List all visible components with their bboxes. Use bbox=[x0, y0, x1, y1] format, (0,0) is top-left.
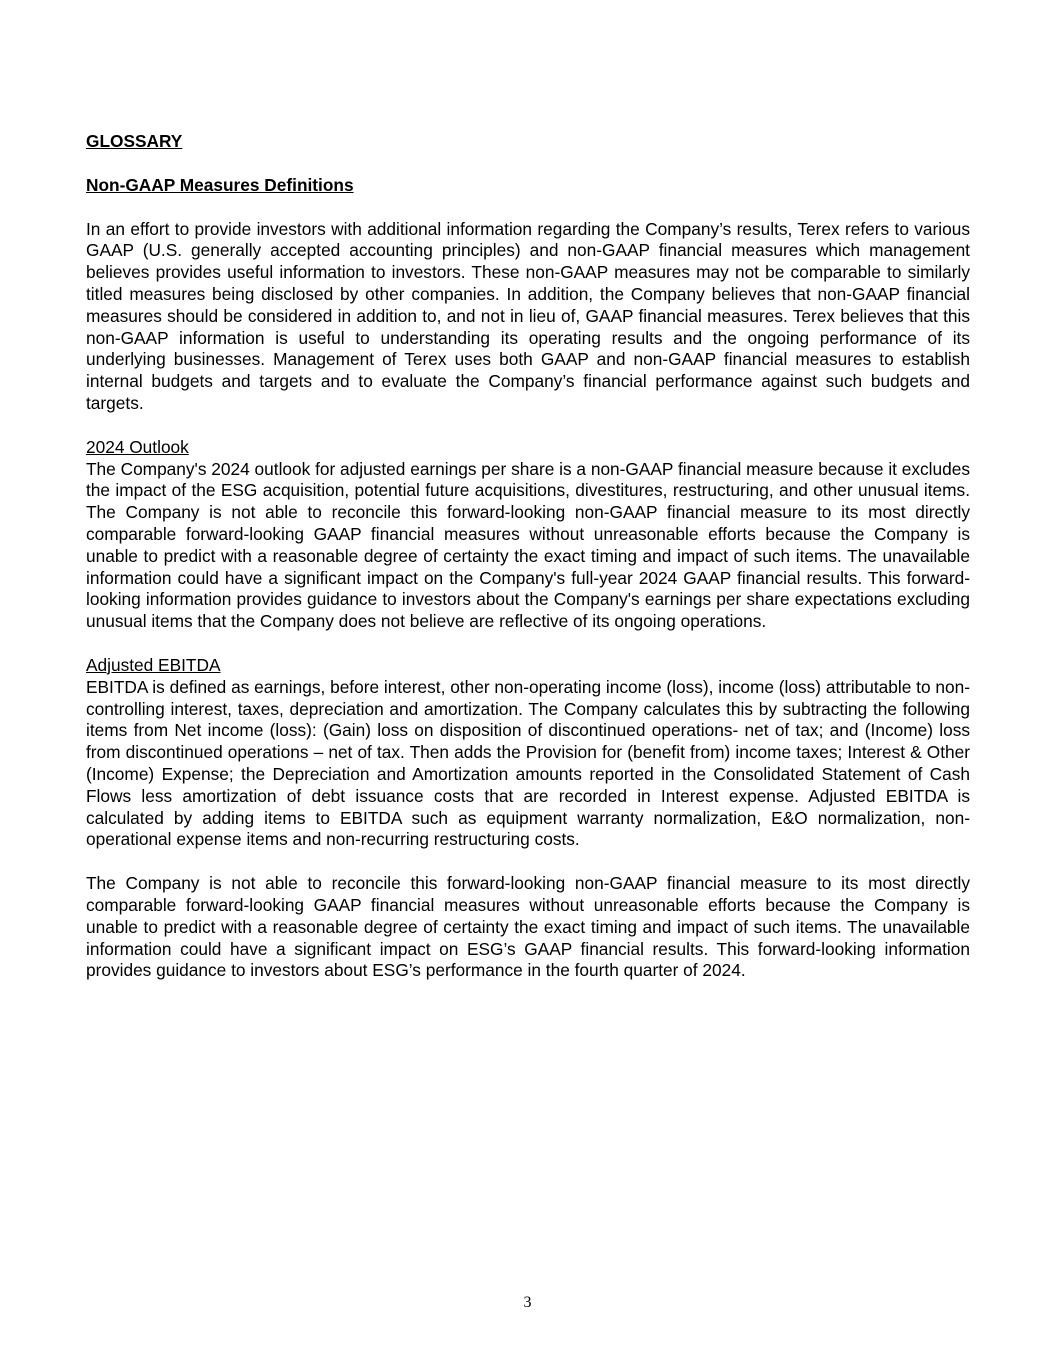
glossary-title: GLOSSARY bbox=[86, 131, 183, 151]
outlook-paragraph: The Company's 2024 outlook for adjusted earnings per share is a non-GAAP financial measure because it excludes the impact of the ESG acquisition, potential future acquisitions, divestitures, restructuring, and other unusual items. The Company is not able to reconcile this forward-looking non-GAAP financial measure to its most directly comparable forward-looking GAAP financial measures without unreasonable efforts because the Company is unable to predict with a reasonable degree of certainty the exact timing and impact of such items. The unavailable information could have a significant impact on the Company's full-year 2024 GAAP financial results. This forward-looking information provides guidance to investors about the Company's earnings per share expectations excluding unusual items that the Company does not believe are reflective of its ongoing operations. bbox=[86, 458, 970, 632]
page-number: 3 bbox=[523, 1294, 532, 1311]
ebitda-reconciliation-paragraph: The Company is not able to reconcile this forward-looking non-GAAP financial measure to its most directly comparable forward-looking GAAP financial measures without unreasonable efforts because the Company is unable to predict with a reasonable degree of certainty the exact timing and impact of such items. The unavailable information could have a significant impact on ESG’s GAAP financial results. This forward-looking information provides guidance to investors about ESG’s performance in the fourth quarter of 2024. bbox=[86, 873, 970, 981]
section-heading-adjusted-ebitda: Adjusted EBITDA bbox=[86, 654, 221, 675]
spacer bbox=[86, 851, 970, 873]
document-body bbox=[86, 131, 970, 982]
section-heading-2024-outlook: 2024 Outlook bbox=[86, 436, 189, 457]
spacer bbox=[86, 633, 970, 655]
ebitda-definition-paragraph: EBITDA is defined as earnings, before interest, other non-operating income (loss), income (loss) attributable to non-controlling interest, taxes, depreciation and amortization. The Company calculates this by subtracting the following items from Net income (loss): (Gain) loss on disposition of discontinued operations- net of tax; and (Income) loss from discontinued operations – net of tax. Then adds the Provision for (benefit from) income taxes; Interest & Other (Income) Expense; the Depreciation and Amortization amounts reported in the Consolidated Statement of Cash Flows less amortization of debt issuance costs that are recorded in Interest expense. Adjusted EBITDA is calculated by adding items to EBITDA such as equipment warranty normalization, E&O normalization, non-operational expense items and non-recurring restructuring costs. bbox=[86, 676, 970, 850]
intro-paragraph: In an effort to provide investors with additional information regarding the Company’s results, Terex refers to various GAAP (U.S. generally accepted accounting principles) and non-GAAP financial measures which management believes provides useful information to investors. These non-GAAP measures may not be comparable to similarly titled measures being disclosed by other companies. In addition, the Company believes that non-GAAP financial measures should be considered in addition to, and not in lieu of, GAAP financial measures. Terex believes that this non-GAAP information is useful to understanding its operating results and the ongoing performance of its underlying businesses. Management of Terex uses both GAAP and non-GAAP financial measures to establish internal budgets and targets and to evaluate the Company’s financial performance against such budgets and targets. bbox=[86, 218, 970, 413]
spacer bbox=[86, 415, 970, 437]
non-gaap-definitions-heading: Non-GAAP Measures Definitions bbox=[86, 174, 354, 195]
